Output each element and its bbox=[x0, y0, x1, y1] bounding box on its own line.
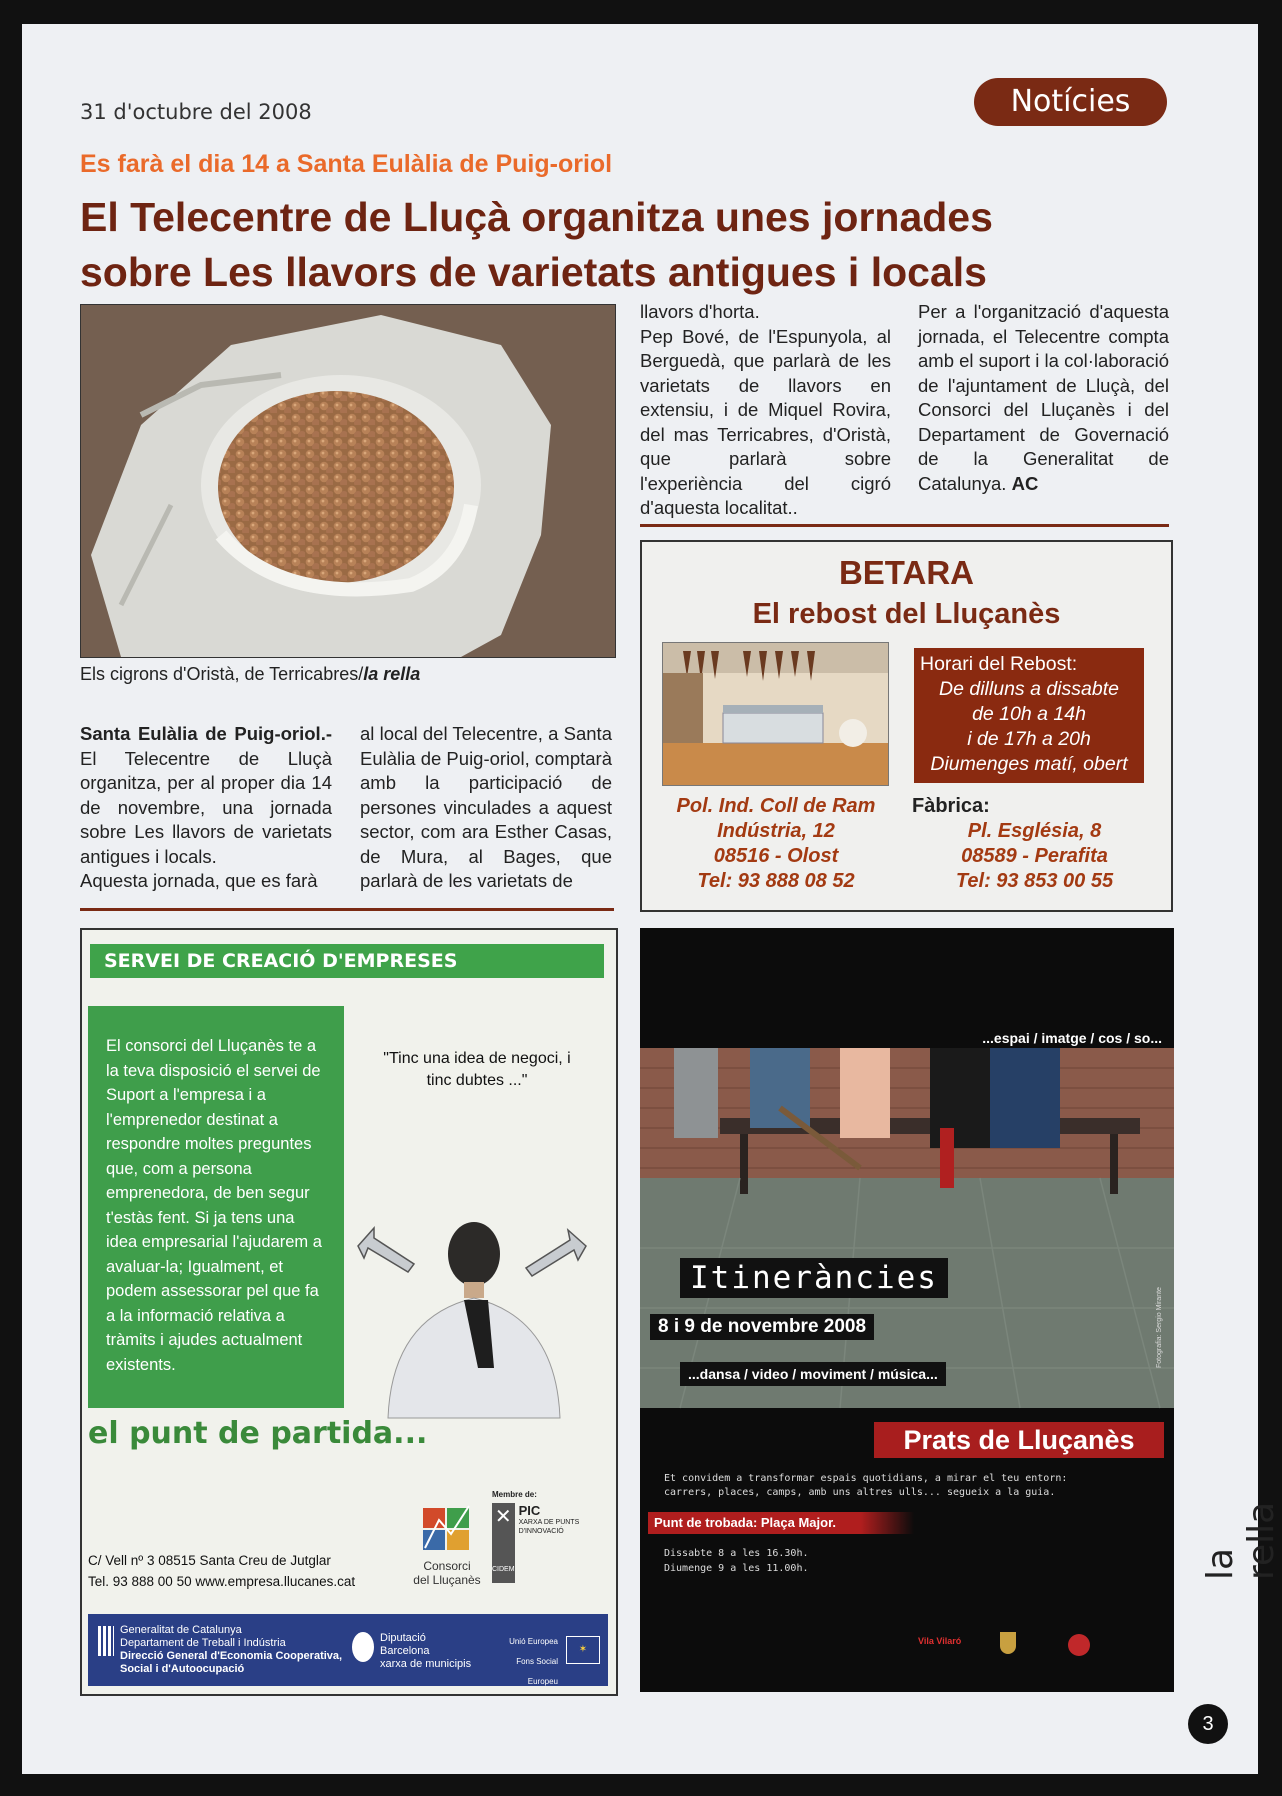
event-title: Itineràncies bbox=[680, 1258, 948, 1298]
photo-caption: Els cigrons d'Oristà, de Terricabres/la rella bbox=[80, 664, 421, 684]
shop-interior-photo bbox=[662, 642, 889, 786]
event-tagline-top: ...espai / imatge / cos / so... bbox=[982, 1030, 1162, 1046]
article-column-3: llavors d'horta. Pep Bové, de l'Espunyola, al Berguedà, que parlarà de les varietats de llavors en extensiu, i de Miquel Rovira, del mas Terricabres, d'Oristà, que parlarà sobre l'experiència del cigró d'aquesta localitat.. bbox=[640, 301, 891, 518]
entrepreneur-quote: "Tinc una idea de negoci, i tinc dubtes ..." bbox=[383, 1050, 571, 1089]
event-invitation: Et convidem a transformar espais quotidians, a mirar el teu entorn: carrers, places, camps, amb uns altres ulls... segueix a la guia. bbox=[664, 1473, 1068, 1498]
betara-subtitle: El rebost del Lluçanès bbox=[752, 598, 1061, 630]
chickpea-sack-photo bbox=[80, 304, 616, 658]
event-tagline-bottom: ...dansa / video / moviment / música... bbox=[680, 1362, 946, 1386]
newspaper-page bbox=[22, 24, 1282, 1774]
betara-rule bbox=[640, 524, 1169, 527]
betara-advert bbox=[640, 540, 1173, 912]
business-service-advert bbox=[80, 928, 618, 1696]
section-badge: Notícies bbox=[974, 78, 1167, 126]
diputacio-text: Diputació Barcelona xarxa de municipis bbox=[380, 1632, 472, 1670]
event-schedule: Dissabte 8 a les 16.30h. Diumenge 9 a les 11.00h. bbox=[664, 1548, 809, 1574]
generalitat-text: Generalitat de Catalunya Departament de Treball i Indústria Direcció General d'Economia Cooperativa, Social i d'Autoocupació bbox=[120, 1624, 343, 1675]
entrepreneur-illustration bbox=[352, 1188, 592, 1418]
event-town: Prats de Lluçanès bbox=[874, 1422, 1164, 1458]
circle-logo-icon bbox=[1068, 1634, 1090, 1656]
photo-credit: la rella bbox=[363, 664, 421, 684]
article-column-4: Per a l'organització d'aquesta jornada, el Telecentre compta amb el suport i la col·laboració de l'ajuntament de Lluçà, del Consorci del Lluçanès i del Departament de Governació de la Generalitat de Catalunya. AC bbox=[918, 301, 1169, 494]
betara-title: BETARA bbox=[838, 554, 975, 591]
photo-credit-vertical: Fotografia: Sergio Mirante bbox=[1156, 1287, 1163, 1368]
diputacio-logo-icon bbox=[352, 1632, 374, 1662]
service-address: C/ Vell nº 3 08515 Santa Creu de Jutglar bbox=[88, 1553, 331, 1568]
column-rule bbox=[80, 908, 614, 911]
vilaro-logo: Vila Vilaró bbox=[918, 1636, 962, 1646]
pic-logo: Membre de: ✕ CIDEM PIC XARXA DE PUNTS D'INNOVACIÓ bbox=[492, 1490, 602, 1583]
eu-text: Unió Europea Fons Social Europeu bbox=[509, 1637, 558, 1686]
generalitat-logo-icon bbox=[98, 1626, 114, 1656]
consorci-logo: Consorci del Lluçanès bbox=[412, 1500, 482, 1587]
eu-flag-icon: ✶ bbox=[566, 1636, 600, 1664]
issue-date: 31 d'octubre del 2008 bbox=[80, 100, 312, 124]
service-slogan: el punt de partida... bbox=[88, 1416, 428, 1451]
headline-line-1: El Telecentre de Lluçà organitza unes jornades bbox=[80, 194, 993, 240]
author-initials: AC bbox=[1011, 472, 1039, 494]
shop-phone: Tel: 93 888 08 52 bbox=[697, 870, 855, 892]
event-dates: 8 i 9 de novembre 2008 bbox=[650, 1314, 874, 1340]
article-lead: Santa Eulàlia de Puig-oriol.- bbox=[80, 723, 332, 744]
shop-address: Pol. Ind. Coll de Ram Indústria, 12 08516 - Olost Tel: 93 888 08 52 bbox=[656, 794, 896, 894]
service-description: El consorci del Lluçanès te a la teva disposició el servei de Suport a l'empresa i a l'emprenedor destinat a respondre moltes preguntes que, com a persona emprenedora, de ben segur t'estàs fent. Si ja tens una idea empresarial l'ajudarem a avaluar-la; Igualment, et podem assessorar pel que fa a la informació relativa a tràmits i ajudes actualment existents. bbox=[88, 1006, 344, 1408]
itinerancies-event-advert bbox=[640, 928, 1174, 1692]
bench-photo bbox=[640, 1048, 1174, 1408]
factory-address: Fàbrica: Pl. Església, 8 08589 - Perafita Tel: 93 853 00 55 bbox=[912, 794, 1157, 894]
service-title-bar: SERVEI DE CREACIÓ D'EMPRESES bbox=[90, 944, 604, 978]
hours-title: Horari del Rebost: bbox=[920, 653, 1078, 675]
meeting-point: Punt de trobada: Plaça Major. bbox=[648, 1512, 914, 1534]
page-number: 3 bbox=[1188, 1704, 1228, 1744]
article-column-2: al local del Telecentre, a Santa Eulàlia de Puig-oriol, comptarà amb la participació de persones vinculades a aquest sector, com ara Esther Casas, de Mura, al Bages, que parlarà de les varietats de bbox=[360, 723, 612, 891]
headline-line-2: sobre Les llavors de varietats antigues i locals bbox=[80, 249, 987, 295]
consorci-emblem-icon bbox=[419, 1500, 475, 1556]
article-kicker: Es farà el dia 14 a Santa Eulàlia de Puig-oriol bbox=[80, 150, 613, 178]
factory-label: Fàbrica: bbox=[912, 795, 990, 817]
service-phone-web: Tel. 93 888 00 50 www.empresa.llucanes.cat bbox=[88, 1574, 356, 1589]
factory-phone: Tel: 93 853 00 55 bbox=[955, 870, 1114, 892]
town-shield-icon bbox=[1000, 1632, 1016, 1654]
magazine-name: la rella bbox=[1200, 1501, 1282, 1580]
sponsor-footer bbox=[88, 1614, 608, 1686]
service-contact bbox=[88, 1550, 355, 1592]
store-hours-box: Horari del Rebost: De dilluns a dissabte de 10h a 14h i de 17h a 20h Diumenges matí, obert bbox=[914, 648, 1144, 783]
pic-x-icon: ✕ CIDEM bbox=[492, 1503, 515, 1583]
article-column-1: Santa Eulàlia de Puig-oriol.- El Telecentre de Lluçà organitza, per al proper dia 14 de novembre, una jornada sobre Les llavors de varietats antigues i locals. Aquesta jornada, que es farà bbox=[80, 723, 332, 891]
article-headline bbox=[80, 190, 1200, 300]
